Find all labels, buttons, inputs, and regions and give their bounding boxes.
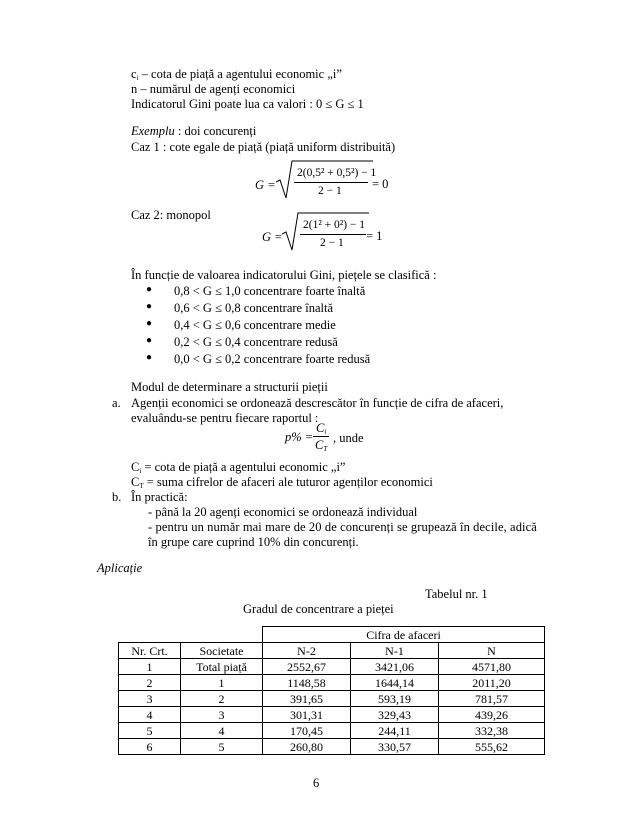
item-a-line1: Agenții economici se ordonează descrescător în funcție de cifra de afaceri,: [131, 396, 504, 410]
definition-n: n – numărul de agenți economici: [131, 82, 296, 96]
table-cell: 1148,58: [263, 675, 351, 691]
table-cell: 4: [181, 723, 263, 739]
header-cell: Societate: [181, 643, 263, 659]
table-cell: 3421,06: [351, 659, 439, 675]
table-cell: 2: [181, 691, 263, 707]
list-item: 0,2 < G ≤ 0,4 concentrare redusă: [174, 335, 338, 349]
definition-ci: $c_i$ – cota de piață a agentului economic „i”: [131, 67, 342, 82]
table-cell: 5: [119, 723, 181, 739]
list-item: 0,4 < G ≤ 0,6 concentrare medie: [174, 318, 336, 332]
table-cell: 1644,14: [351, 675, 439, 691]
table-cell: 329,43: [351, 707, 439, 723]
table-cell: 301,31: [263, 707, 351, 723]
table-cell: 330,57: [351, 739, 439, 755]
table-row: [119, 691, 545, 707]
formula-result: = 0: [372, 177, 389, 191]
definition-ci-2: $C_i = \cot a$ de piață a agentului economic „i”: [131, 460, 346, 475]
page-number: 6: [313, 776, 320, 790]
fraction-line: [313, 436, 329, 437]
table-row: [119, 723, 545, 739]
empty-cell: [119, 627, 181, 643]
formula-result: = 1: [366, 229, 383, 243]
table-group-header-row: [119, 627, 545, 643]
formula-numerator: 2(0,5² + 0,5²) − 1: [297, 167, 377, 179]
classification-intro: În funcție de valoarea indicatorului Gini, piețele se clasifică :: [131, 268, 437, 282]
fraction-line: [294, 182, 368, 183]
table-cell: 2552,67: [263, 659, 351, 675]
table-cell: 391,65: [263, 691, 351, 707]
item-a-line2: evaluându-se pentru fiecare raportul :: [131, 411, 319, 425]
item-b-line1: - până la 20 agenți economici se ordonează individual: [148, 505, 418, 519]
item-b-title: În practică:: [131, 490, 188, 504]
table-cell: 260,80: [263, 739, 351, 755]
table-row: [119, 675, 545, 691]
table-cell: 244,11: [351, 723, 439, 739]
data-table: [118, 626, 545, 755]
table-cell: 2011,20: [439, 675, 545, 691]
table-cell: 4: [119, 707, 181, 723]
table-cell: 4571,80: [439, 659, 545, 675]
table-cell: 3: [181, 707, 263, 723]
gini-range: Indicatorul Gini poate lua ca valori : 0 ≤ G ≤ 1: [131, 97, 364, 111]
table-cell: 332,38: [439, 723, 545, 739]
table-header-row: [119, 643, 545, 659]
table-cell: 5: [181, 739, 263, 755]
formula-denominator: $C_T$: [315, 438, 328, 453]
bullet-icon: ●: [146, 352, 153, 363]
table-cell: Total piață: [181, 659, 263, 675]
bullet-icon: ●: [146, 301, 153, 312]
table-cell: 439,26: [439, 707, 545, 723]
list-item: 0,8 < G ≤ 1,0 concentrare foarte înaltă: [174, 284, 366, 298]
empty-cell: [181, 627, 263, 643]
item-b-line2: - pentru un număr mai mare de 20 de concurenți se grupează în decile, adică: [148, 520, 537, 534]
formula-denominator: 2 − 1: [318, 185, 342, 197]
fraction-line: [300, 234, 366, 235]
table-cell: 3: [119, 691, 181, 707]
table-row: [119, 739, 545, 755]
table-cell: 555,62: [439, 739, 545, 755]
formula-lhs: G =: [255, 178, 276, 192]
formula-denominator: 2 − 1: [320, 237, 344, 249]
item-b-label: b.: [112, 490, 122, 504]
table-cell: 593,19: [351, 691, 439, 707]
application-heading: Aplicație: [97, 561, 143, 575]
group-header-cell: Cifra de afaceri: [263, 627, 545, 643]
bullet-icon: ●: [146, 335, 153, 346]
formula-lhs: G =: [262, 230, 283, 244]
table-row: [119, 659, 545, 675]
header-cell: Nr. Crt.: [119, 643, 181, 659]
list-item: 0,6 < G ≤ 0,8 concentrare înaltă: [174, 301, 333, 315]
case2-label: Caz 2: monopol: [131, 208, 211, 222]
table-cell: 6: [119, 739, 181, 755]
example-heading: Exemplu : doi concurenți: [131, 124, 257, 138]
bullet-icon: ●: [146, 318, 153, 329]
header-cell: N-1: [351, 643, 439, 659]
case1-label: Caz 1 : cote egale de piață (piață uniform distribuită): [131, 140, 396, 154]
table-cell: 170,45: [263, 723, 351, 739]
header-cell: N-2: [263, 643, 351, 659]
table-row: [119, 707, 545, 723]
formula-unde: , unde: [333, 431, 364, 445]
definition-ct: $C_T$ = suma cifrelor de afaceri ale tuturor agenților economici: [131, 475, 433, 490]
item-b-line3: în grupe care cuprind 10% din concurenți.: [148, 535, 359, 549]
header-cell: N: [439, 643, 545, 659]
formula-lhs: p% =: [285, 430, 314, 444]
table-cell: 1: [181, 675, 263, 691]
item-a-label: a.: [112, 396, 121, 410]
bullet-icon: ●: [146, 284, 153, 295]
formula-numerator: 2(1² + 0²) − 1: [303, 219, 366, 231]
method-title: Modul de determinare a structurii pieții: [131, 380, 328, 394]
table-cell: 1: [119, 659, 181, 675]
table-title: Gradul de concentrare a pieței: [243, 602, 394, 616]
formula-numerator: $C_i$: [316, 421, 327, 436]
table-cell: 781,57: [439, 691, 545, 707]
table-cell: 2: [119, 675, 181, 691]
table-number: Tabelul nr. 1: [425, 587, 488, 601]
list-item: 0,0 < G ≤ 0,2 concentrare foarte redusă: [174, 352, 371, 366]
